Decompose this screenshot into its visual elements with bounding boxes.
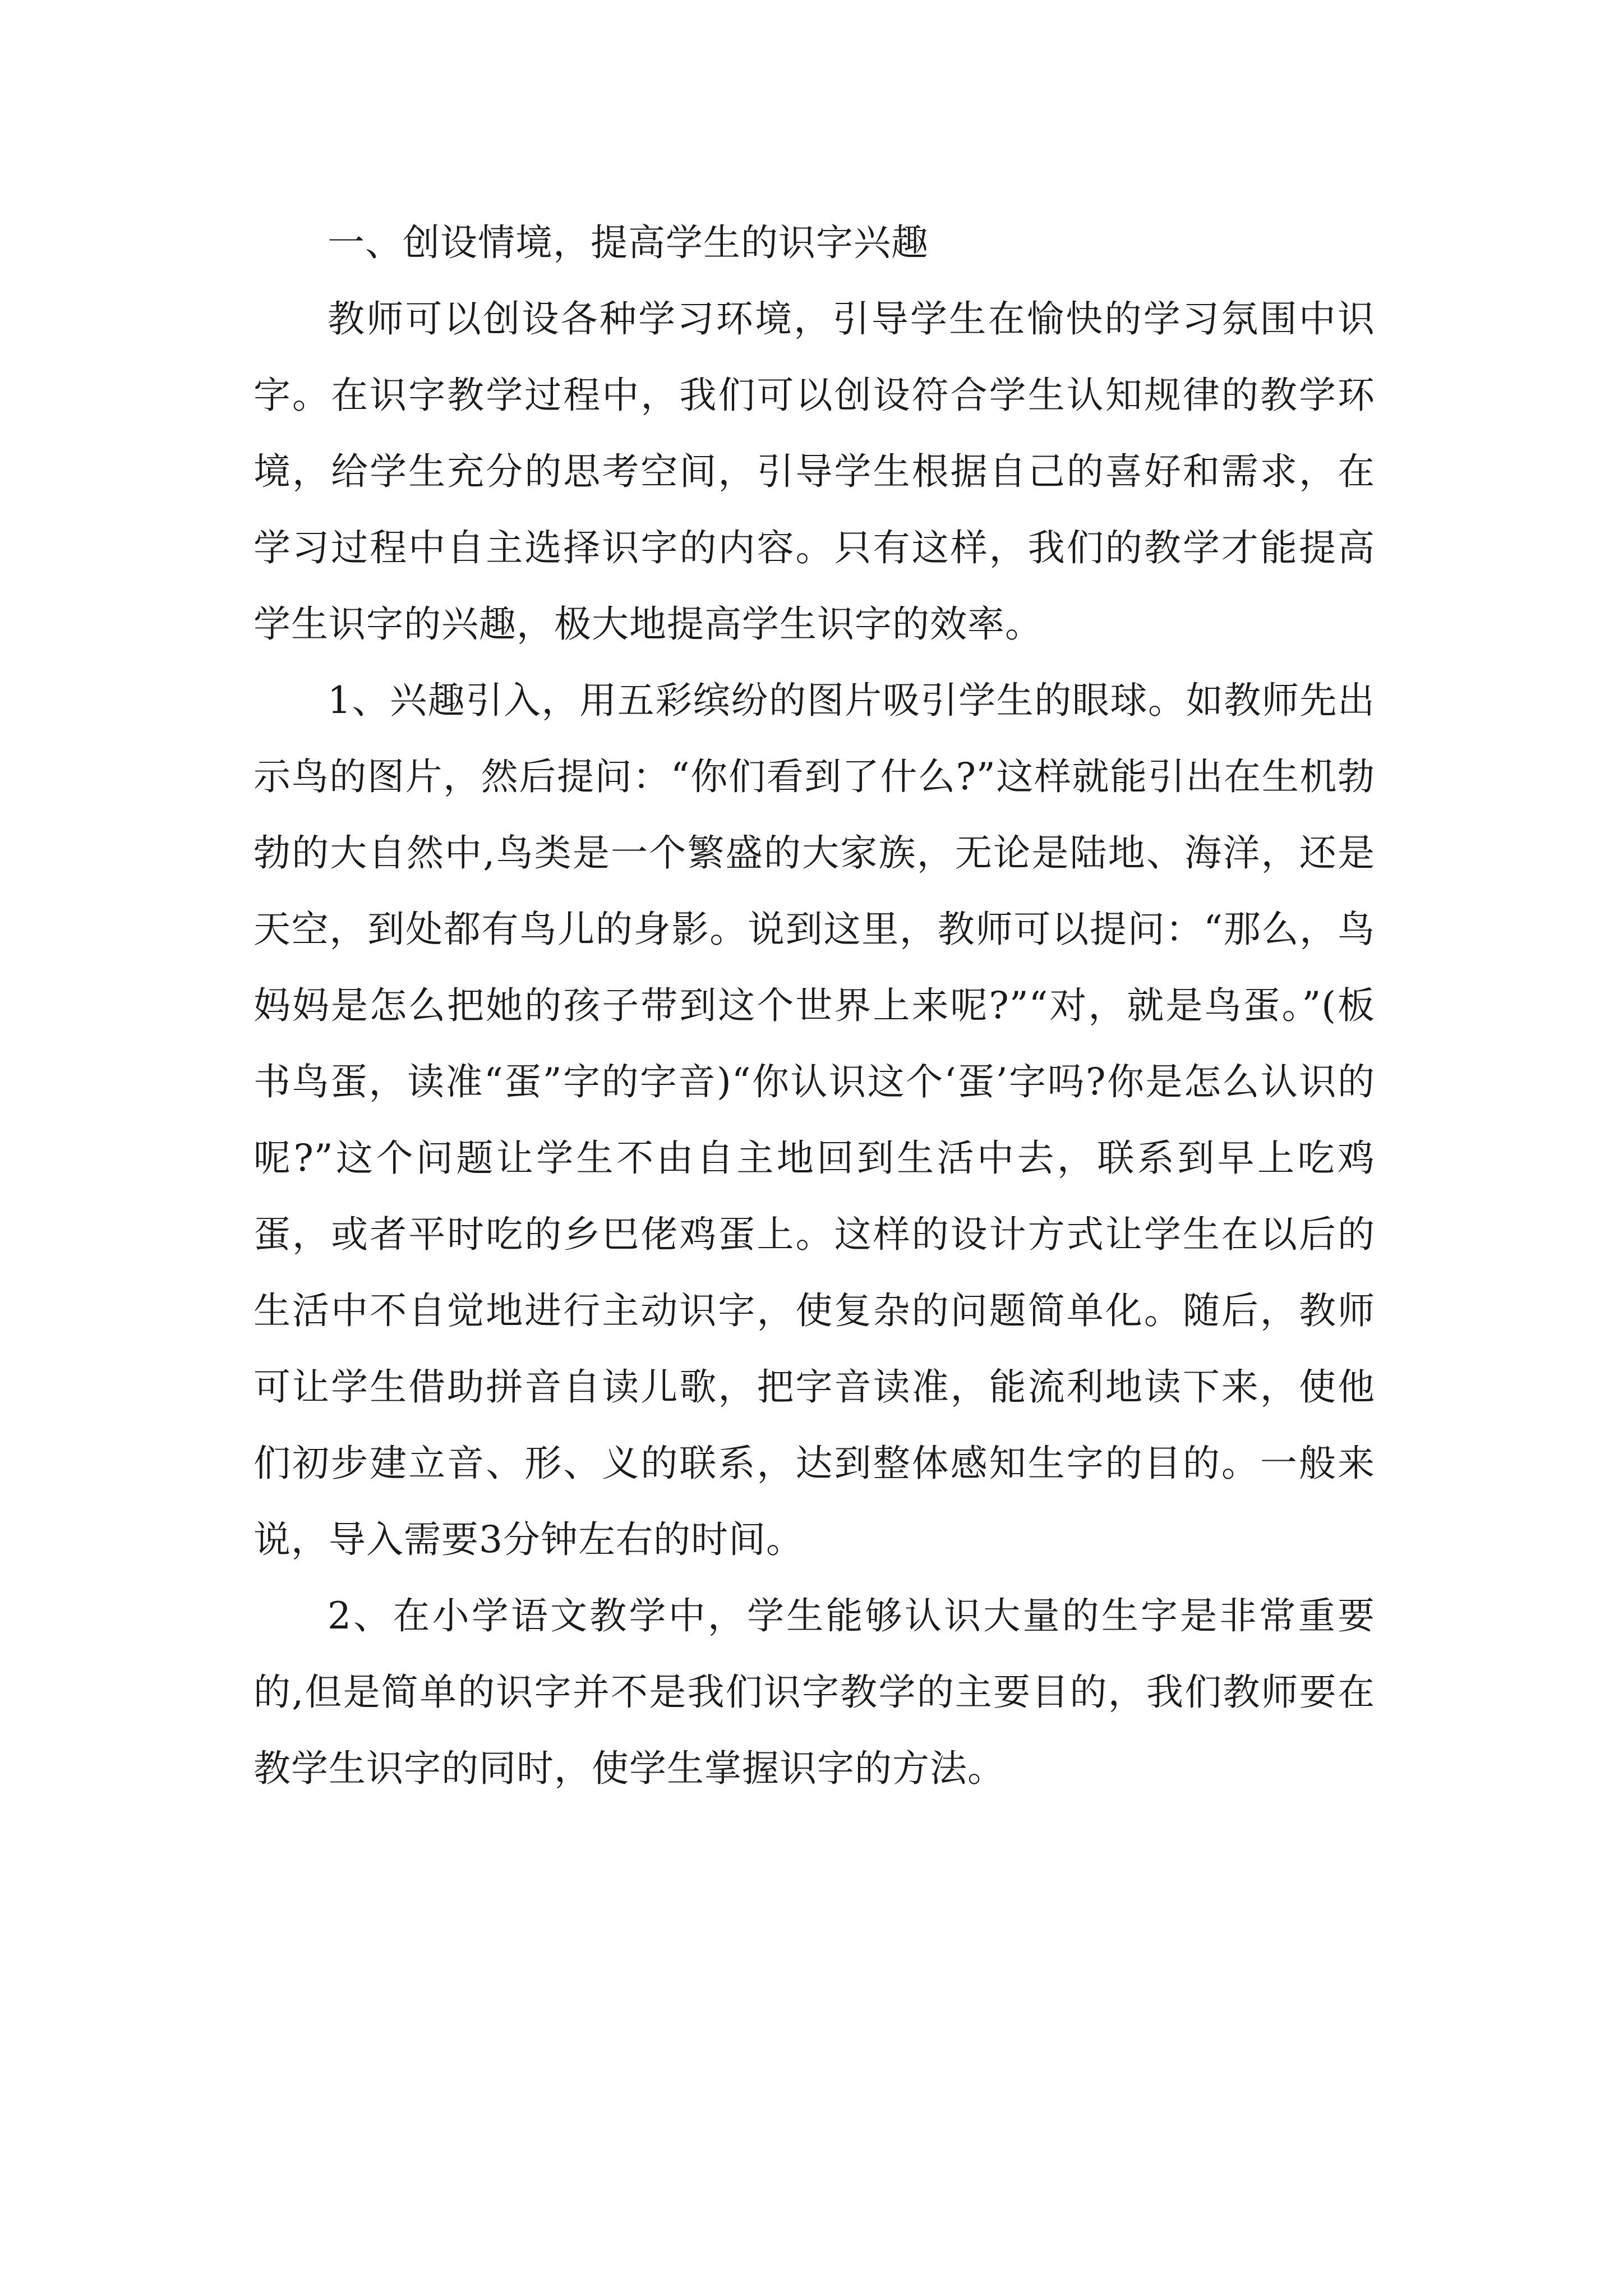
- paragraph: 教师可以创设各种学习环境，引导学生在愉快的学习氛围中识字。在识字教学过程中，我们可以创设符合学生认知规律的教学环境，给学生充分的思考空间，引导学生根据自己的喜好和需求，在学习过程中自主选择识字的内容。只有这样，我们的教学才能提高学生识字的兴趣，极大地提高学生识字的效率。: [253, 297, 1375, 646]
- document-body: [253, 205, 1375, 1807]
- paragraph: 1、兴趣引入，用五彩缤纷的图片吸引学生的眼球。如教师先出示鸟的图片，然后提问：“你们看到了什么?”这样就能引出在生机勃勃的大自然中,鸟类是一个繁盛的大家族，无论是陆地、海洋，还是天空，到处都有鸟儿的身影。说到这里，教师可以提问：“那么，鸟妈妈是怎么把她的孩子带到这个世界上来呢?”“对，就是鸟蛋。”(板书鸟蛋，读准“蛋”字的字音)“你认识这个‘蛋’字吗?你是怎么认识的呢?”这个问题让学生不由自主地回到生活中去，联系到早上吃鸡蛋，或者平时吃的乡巴佬鸡蛋上。这样的设计方式让学生在以后的生活中不自觉地进行主动识字，使复杂的问题简单化。随后，教师可让学生借助拼音自读儿歌，把字音读准，能流利地读下来，使他们初步建立音、形、义的联系，达到整体感知生字的目的。一般来说，导入需要3分钟左右的时间。: [253, 679, 1375, 1561]
- paragraph: 2、在小学语文教学中，学生能够认识大量的生字是非常重要的,但是简单的识字并不是我们识字教学的主要目的，我们教师要在教学生识字的同时，使学生掌握识字的方法。: [253, 1594, 1375, 1790]
- section-heading: 一、创设情境，提高学生的识字兴趣: [328, 221, 929, 264]
